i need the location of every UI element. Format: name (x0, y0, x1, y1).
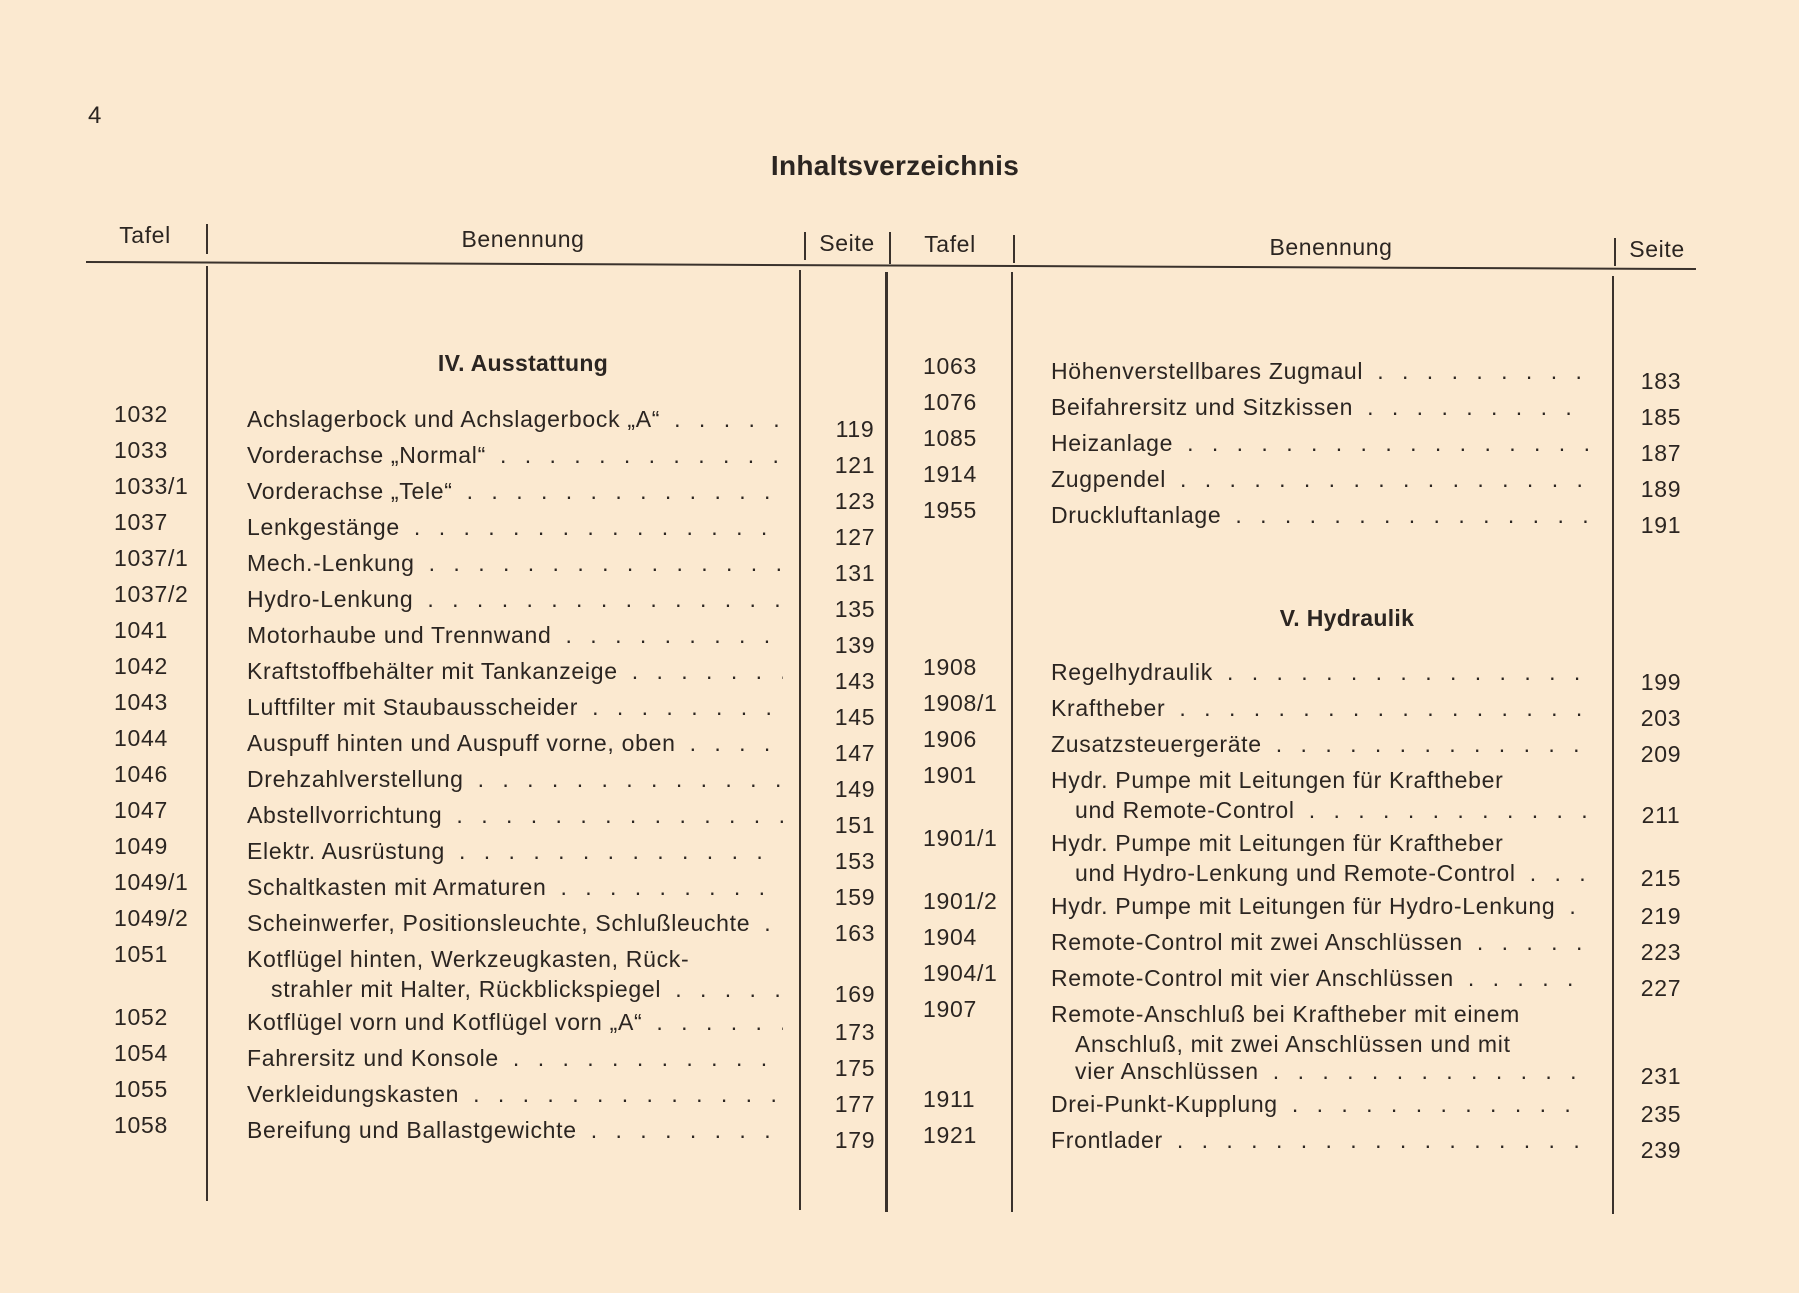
tafel-number: 1049/2 (114, 905, 189, 931)
entry-title-text: Frontlader (1051, 1127, 1163, 1153)
entry-title (1051, 888, 1591, 924)
entry-title-line (247, 905, 783, 941)
entry-title-line (247, 869, 783, 905)
tafel-number: 1055 (114, 1076, 168, 1102)
column-divider (206, 224, 208, 254)
page-ref: 183 (1640, 368, 1682, 394)
entry-title-text: Schaltkasten mit Armaturen (247, 874, 547, 900)
toc-entry (114, 437, 891, 478)
entry-title-line (1051, 825, 1591, 861)
tafel-number: 1904/1 (923, 960, 998, 986)
tafel-number: 1907 (923, 996, 977, 1022)
entry-title-line (247, 617, 783, 653)
toc-entry (923, 762, 1696, 828)
dot-leader (456, 797, 783, 833)
entry-title (1051, 389, 1591, 425)
entry-title-text: Zugpendel (1051, 466, 1166, 492)
entry-title-line (247, 797, 783, 833)
header-benennung-left: Benennung (461, 226, 585, 252)
entry-title (1051, 960, 1591, 996)
page-ref: 139 (834, 632, 876, 658)
entry-title-line (1051, 888, 1591, 924)
toc-entry (114, 653, 891, 694)
tafel-number: 1063 (923, 353, 977, 379)
entry-title-line (1051, 353, 1591, 389)
entry-title (247, 437, 783, 473)
tafel-number: 1033/1 (114, 473, 189, 499)
tafel-number: 1901/1 (923, 825, 998, 851)
toc-entry (923, 425, 1696, 466)
entry-title-text: Abstellvorrichtung (247, 802, 443, 828)
column-divider (1614, 238, 1616, 266)
toc-entry (923, 924, 1696, 965)
page-ref: 149 (834, 776, 876, 802)
entry-title-text: Achslagerbock und Achslagerbock „A“ (247, 406, 661, 432)
page-ref: 145 (834, 704, 876, 730)
column-divider (1013, 235, 1015, 263)
entry-title (247, 1040, 783, 1076)
dot-leader (1477, 924, 1591, 960)
tafel-number: 1041 (114, 617, 168, 643)
entry-title (247, 869, 783, 905)
tafel-number: 1054 (114, 1040, 168, 1066)
tafel-number: 1058 (114, 1112, 168, 1138)
dot-leader (1235, 497, 1591, 533)
entry-title-text: Remote-Control mit vier Anschlüssen (1051, 965, 1454, 991)
toc-entry (114, 545, 891, 586)
page-ref: 209 (1640, 741, 1682, 767)
toc-entry (923, 960, 1696, 1001)
entry-title-line (1051, 497, 1591, 533)
tafel-number: 1921 (923, 1122, 977, 1148)
page-ref: 235 (1640, 1101, 1682, 1127)
entry-title-text: Kraftstoffbehälter mit Tankanzeige (247, 658, 618, 684)
entry-title (247, 473, 783, 509)
page-ref: 187 (1640, 440, 1682, 466)
dot-leader (690, 725, 783, 761)
toc-entry (114, 725, 891, 766)
entry-title (1051, 425, 1591, 461)
entry-title (247, 617, 783, 653)
entry-title (247, 1004, 783, 1040)
dot-leader (1309, 798, 1591, 825)
entry-title (247, 761, 783, 797)
entry-title (247, 797, 783, 833)
dot-leader (632, 653, 783, 689)
toc-entry (923, 1086, 1696, 1127)
entry-title-line (247, 725, 783, 761)
page-ref: 211 (1641, 802, 1681, 828)
entry-title (247, 941, 783, 1004)
tafel-number: 1052 (114, 1004, 168, 1030)
dot-leader (414, 509, 783, 545)
entry-title-text: Kotflügel hinten, Werkzeugkasten, Rück- (247, 946, 690, 972)
dot-leader (1187, 425, 1591, 461)
page-ref: 239 (1640, 1137, 1682, 1163)
page-ref: 119 (835, 416, 875, 442)
entry-title-text: Luftfilter mit Staubausscheider (247, 694, 579, 720)
toc-entry (923, 461, 1696, 502)
tafel-number: 1901 (923, 762, 977, 788)
dot-leader (459, 833, 783, 869)
page-ref: 191 (1640, 512, 1682, 538)
page-ref: 175 (834, 1055, 876, 1081)
left-toc-list (114, 401, 891, 1153)
dot-leader (1177, 1122, 1591, 1158)
page-ref: 127 (834, 524, 876, 550)
entry-title (1051, 497, 1591, 533)
page-ref: 199 (1640, 669, 1682, 695)
dot-leader (1276, 726, 1591, 762)
header-tafel-left: Tafel (119, 222, 171, 248)
entry-title-text: Scheinwerfer, Positionsleuchte, Schlußleuchte (247, 910, 751, 936)
page-ref: 135 (834, 596, 876, 622)
dot-leader (566, 617, 783, 653)
entry-title-line (247, 581, 783, 617)
entry-title-line (1051, 924, 1591, 960)
entry-title-text: Bereifung und Ballastgewichte (247, 1117, 577, 1143)
entry-title-line (247, 1112, 783, 1148)
toc-entry (923, 389, 1696, 430)
tafel-number: 1904 (923, 924, 977, 950)
page-ref: 177 (834, 1091, 876, 1117)
dot-leader (764, 905, 783, 941)
entry-title-text: Höhenverstellbares Zugmaul (1051, 358, 1364, 384)
dot-leader (674, 401, 783, 437)
entry-title-line (1051, 726, 1591, 762)
entry-title-text: Motorhaube und Trennwand (247, 622, 552, 648)
entry-title (247, 1076, 783, 1112)
page-ref: 121 (834, 452, 876, 478)
toc-entry (114, 833, 891, 874)
tafel-number: 1032 (114, 401, 168, 427)
entry-title-text: und Remote-Control (1075, 798, 1295, 823)
entry-title-line (247, 545, 783, 581)
entry-title (247, 833, 783, 869)
tafel-number: 1051 (114, 941, 168, 967)
entry-title (1051, 825, 1591, 888)
section-heading-ausstattung: IV. Ausstattung (437, 350, 609, 376)
right-toc-list (923, 353, 1696, 1163)
tafel-number: 1037 (114, 509, 168, 535)
toc-entry (114, 797, 891, 838)
entry-title-text: Remote-Anschluß bei Kraftheber mit einem (1051, 1001, 1521, 1027)
tafel-number: 1044 (114, 725, 168, 751)
entry-title-text: Hydr. Pumpe mit Leitungen für Hydro-Lenkung (1051, 893, 1556, 919)
page-ref: 203 (1640, 705, 1682, 731)
dot-leader (1569, 888, 1591, 924)
entry-title-text: Regelhydraulik (1051, 659, 1213, 685)
entry-title-line (1051, 798, 1591, 825)
tafel-number: 1085 (923, 425, 977, 451)
entry-title-line (1051, 1032, 1591, 1059)
dot-leader (1273, 1059, 1591, 1086)
entry-title (1051, 1122, 1591, 1158)
entry-title (1051, 353, 1591, 389)
entry-title-line (247, 833, 783, 869)
entry-title-line (247, 437, 783, 473)
tafel-number: 1049 (114, 833, 168, 859)
dot-leader (592, 689, 783, 725)
entry-title-text: Fahrersitz und Konsole (247, 1045, 499, 1071)
page-ref: 231 (1640, 1063, 1682, 1089)
entry-title-text: und Hydro-Lenkung und Remote-Control (1075, 861, 1516, 886)
page-ref: 131 (834, 560, 876, 586)
entry-title-line (247, 761, 783, 797)
entry-title-line (247, 1040, 783, 1076)
entry-title (247, 581, 783, 617)
entry-title-line (1051, 654, 1591, 690)
entry-title-line (247, 473, 783, 509)
entry-title-line (1051, 762, 1591, 798)
header-tafel-right: Tafel (924, 231, 976, 257)
tafel-number: 1076 (923, 389, 977, 415)
entry-title (1051, 726, 1591, 762)
toc-entry (923, 353, 1696, 394)
dot-leader (1292, 1086, 1591, 1122)
dot-leader (1179, 690, 1591, 726)
entry-title-line (1051, 461, 1591, 497)
entry-title-text: Vorderachse „Normal“ (247, 442, 486, 468)
entry-title (1051, 996, 1591, 1086)
entry-title-line (247, 401, 783, 437)
entry-title (247, 1112, 783, 1148)
entry-title-text: Drehzahlverstellung (247, 766, 464, 792)
toc-entry (114, 581, 891, 622)
toc-entry (923, 654, 1696, 695)
toc-entry (923, 888, 1696, 929)
tafel-number: 1042 (114, 653, 168, 679)
toc-entry (114, 941, 891, 1007)
page-title: Inhaltsverzeichnis (770, 150, 1020, 181)
entry-title-line (1051, 690, 1591, 726)
page-ref: 123 (834, 488, 876, 514)
entry-title-text: Hydr. Pumpe mit Leitungen für Kraftheber (1051, 767, 1504, 793)
tafel-number: 1901/2 (923, 888, 998, 914)
entry-title-text: Vorderachse „Tele“ (247, 478, 453, 504)
toc-entry (923, 825, 1696, 891)
page-ref: 151 (834, 812, 876, 838)
tafel-number: 1046 (114, 761, 168, 787)
entry-title (247, 545, 783, 581)
dot-leader (427, 581, 783, 617)
entry-title-text: Hydro-Lenkung (247, 586, 414, 612)
page-ref: 159 (834, 884, 876, 910)
entry-title (1051, 690, 1591, 726)
entry-title-line (247, 689, 783, 725)
entry-title-line (1051, 425, 1591, 461)
entry-title-line (1051, 1086, 1591, 1122)
entry-title-line (1051, 389, 1591, 425)
page-ref: 223 (1640, 939, 1682, 965)
page-ref: 143 (834, 668, 876, 694)
dot-leader (675, 977, 783, 1004)
toc-entry (114, 761, 891, 802)
entry-title (1051, 654, 1591, 690)
section-block (923, 533, 1696, 654)
entry-title (247, 401, 783, 437)
tafel-number: 1911 (923, 1086, 976, 1112)
entry-title-text: Drei-Punkt-Kupplung (1051, 1091, 1278, 1117)
toc-entry (114, 1040, 891, 1081)
entry-title-line (247, 1076, 783, 1112)
entry-title-text: Hydr. Pumpe mit Leitungen für Kraftheber (1051, 830, 1504, 856)
tafel-number: 1914 (923, 461, 977, 487)
toc-entry (923, 726, 1696, 767)
entry-title (247, 689, 783, 725)
column-divider (804, 232, 806, 260)
entry-title-line (1051, 1122, 1591, 1158)
dot-leader (513, 1040, 783, 1076)
page-ref: 163 (834, 920, 876, 946)
page-ref: 147 (834, 740, 876, 766)
entry-title-text: Verkleidungskasten (247, 1081, 460, 1107)
dot-leader (1468, 960, 1591, 996)
toc-entry (114, 1076, 891, 1117)
toc-entry (114, 401, 891, 442)
entry-title (1051, 924, 1591, 960)
dot-leader (1227, 654, 1591, 690)
entry-title (1051, 1086, 1591, 1122)
tafel-number: 1033 (114, 437, 168, 463)
dot-leader (1367, 389, 1591, 425)
entry-title-line (247, 977, 783, 1004)
entry-title-text: Zusatzsteuergeräte (1051, 731, 1262, 757)
toc-entry (114, 689, 891, 730)
entry-title-line (1051, 861, 1591, 888)
toc-entry (923, 497, 1696, 538)
toc-entry (114, 905, 891, 946)
toc-entry (923, 996, 1696, 1089)
page-ref: 189 (1640, 476, 1682, 502)
entry-title-line (247, 1004, 783, 1040)
dot-leader (429, 545, 783, 581)
toc-entry (923, 1122, 1696, 1163)
dot-leader (1180, 461, 1591, 497)
dot-leader (473, 1076, 783, 1112)
entry-title-text: Anschluß, mit zwei Anschlüssen und mit (1075, 1032, 1511, 1057)
dot-leader (560, 869, 783, 905)
entry-title (1051, 461, 1591, 497)
entry-title-line (247, 509, 783, 545)
dot-leader (591, 1112, 783, 1148)
toc-entry (114, 617, 891, 658)
tafel-number: 1908 (923, 654, 977, 680)
entry-title-text: Remote-Control mit zwei Anschlüssen (1051, 929, 1463, 955)
page-ref: 227 (1640, 975, 1682, 1001)
entry-title (1051, 762, 1591, 825)
tafel-number: 1955 (923, 497, 977, 523)
header-seite-left: Seite (819, 230, 875, 256)
page-ref: 215 (1640, 865, 1682, 891)
toc-entry (114, 1004, 891, 1045)
header-benennung-right: Benennung (1269, 234, 1393, 260)
entry-title-line (1051, 996, 1591, 1032)
entry-title-text: Auspuff hinten und Auspuff vorne, oben (247, 730, 676, 756)
entry-title (247, 509, 783, 545)
entry-title-line (247, 653, 783, 689)
entry-title-text: Mech.-Lenkung (247, 550, 415, 576)
page-ref: 169 (834, 981, 876, 1007)
entry-title-text: Kotflügel vorn und Kotflügel vorn „A“ (247, 1009, 643, 1035)
dot-leader (656, 1004, 783, 1040)
entry-title (247, 905, 783, 941)
header-seite-right: Seite (1629, 236, 1685, 262)
toc-entry (114, 1112, 891, 1153)
toc-entry (114, 473, 891, 514)
entry-title-text: Lenkgestänge (247, 514, 400, 540)
tafel-number: 1037/2 (114, 581, 189, 607)
tafel-number: 1037/1 (114, 545, 189, 571)
entry-title-text: Kraftheber (1051, 695, 1166, 721)
page-ref: 173 (834, 1019, 876, 1045)
page-ref: 219 (1640, 903, 1682, 929)
entry-title-text: Elektr. Ausrüstung (247, 838, 445, 864)
tafel-number: 1047 (114, 797, 168, 823)
tafel-number: 1906 (923, 726, 977, 752)
entry-title (247, 653, 783, 689)
toc-entry (923, 690, 1696, 731)
page-ref: 179 (834, 1127, 876, 1153)
page-number: 4 (88, 102, 102, 129)
entry-title-line (1051, 1059, 1591, 1086)
dot-leader (500, 437, 783, 473)
dot-leader (1530, 861, 1591, 888)
column-divider (889, 232, 891, 264)
section-heading-hydraulik: V. Hydraulik (1279, 605, 1415, 631)
dot-leader (478, 761, 783, 797)
page-ref: 185 (1640, 404, 1682, 430)
entry-title-text: strahler mit Halter, Rückblickspiegel (271, 977, 662, 1002)
dot-leader (1377, 353, 1591, 389)
dot-leader (467, 473, 783, 509)
entry-title (247, 725, 783, 761)
entry-title-line (1051, 960, 1591, 996)
tafel-number: 1043 (114, 689, 168, 715)
tafel-number: 1049/1 (114, 869, 189, 895)
toc-entry (114, 509, 891, 550)
entry-title-text: Heizanlage (1051, 430, 1174, 456)
entry-title-text: vier Anschlüssen (1075, 1059, 1259, 1084)
tafel-number: 1908/1 (923, 690, 998, 716)
entry-title-text: Druckluftanlage (1051, 502, 1222, 528)
page-ref: 153 (834, 848, 876, 874)
toc-entry (114, 869, 891, 910)
entry-title-line (247, 941, 783, 977)
entry-title-text: Beifahrersitz und Sitzkissen (1051, 394, 1354, 420)
